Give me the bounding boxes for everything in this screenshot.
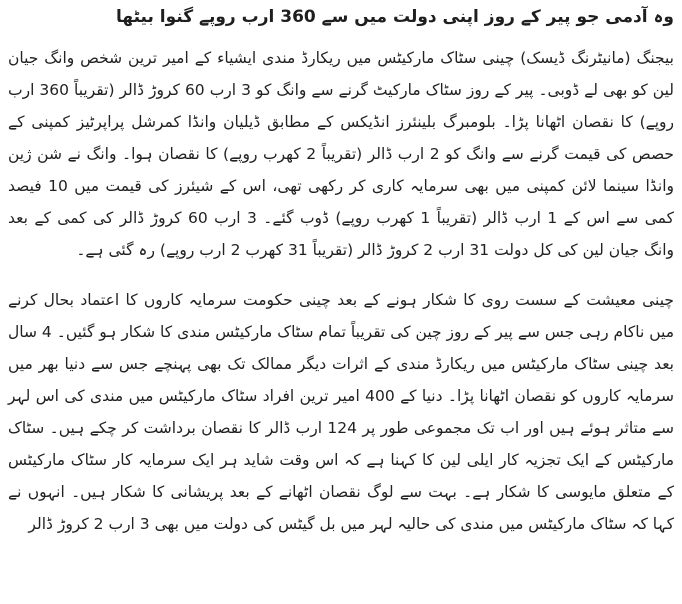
article [0,4,682,540]
article-paragraph-2: چینی معیشت کے سست روی کا شکار ہونے کے بعد چینی حکومت سرمایہ کاروں کا اعتماد بحال کرنے میں ناکام رہی جس سے پیر کے روز چین کی تقریباً تمام سٹاک مارکیٹس مندی کا شکار ہو گئیں۔ 4 سال بعد چینی سٹاک مارکیٹس میں ریکارڈ مندی کے اثرات دیگر ممالک تک بھی پہنچے جس سے دنیا بھر میں سرمایہ کاروں کو نقصان اٹھانا پڑا۔ دنیا کے 400 امیر ترین افراد سٹاک مارکیٹس میں مندی کی اس لہر سے متاثر ہوئے ہیں اور اب تک مجموعی طور پر 124 ارب ڈالر کا نقصان برداشت کر چکے ہیں۔ سٹاک مارکیٹس کے ایک تجزیہ کار ایلی لین کا کہنا ہے کہ اس وقت شاید ہر ایک سرمایہ کار سٹاک مارکیٹس کے متعلق مایوسی کا شکار ہے۔ بہت سے لوگ نقصان اٹھانے کے بعد پریشانی کا شکار ہیں۔ انہوں نے کہا کہ سٹاک مارکیٹس میں مندی کی حالیہ لہر میں بل گیٹس کی دولت میں بھی 3 ارب 2 کروڑ ڈالر [8,291,674,533]
article-headline: وہ آدمی جو پیر کے روز اپنی دولت میں سے 360 ارب روپے گنوا بیٹھا [116,7,674,27]
article-paragraph-1: بیجنگ (مانیٹرنگ ڈیسک) چینی سٹاک مارکیٹس میں ریکارڈ مندی ایشیاء کے امیر ترین شخص وانگ جیان لین کو بھی لے ڈوبی۔ پیر کے روز سٹاک مارکیٹ گرنے سے وانگ کو 3 ارب 60 کروڑ ڈالر (تقریباً 360 ارب روپے) کا نقصان اٹھانا پڑا۔ بلومبرگ بلینئرز انڈیکس کے مطابق ڈیلیان وانڈا کمرشل پراپرٹیز کمپنی کے حصص کی قیمت گرنے سے وانگ کو 2 ارب ڈالر (تقریباً 2 کھرب روپے) کا نقصان ہوا۔ وانگ نے شن ژین وانڈا سینما لائن کمپنی میں بھی سرمایہ کاری کر رکھی تھی، اس کے شیئرز کی قیمت میں 10 فیصد کمی سے اس کے 1 ارب ڈالر (تقریباً 1 کھرب روپے) ڈوب گئے۔ 3 ارب 60 کروڑ ڈالر کی کمی کے بعد وانگ جیان لین کی کل دولت 31 ارب 2 کروڑ ڈالر (تقریباً 31 کھرب 2 ارب روپے) رہ گئی ہے۔ [8,49,675,259]
